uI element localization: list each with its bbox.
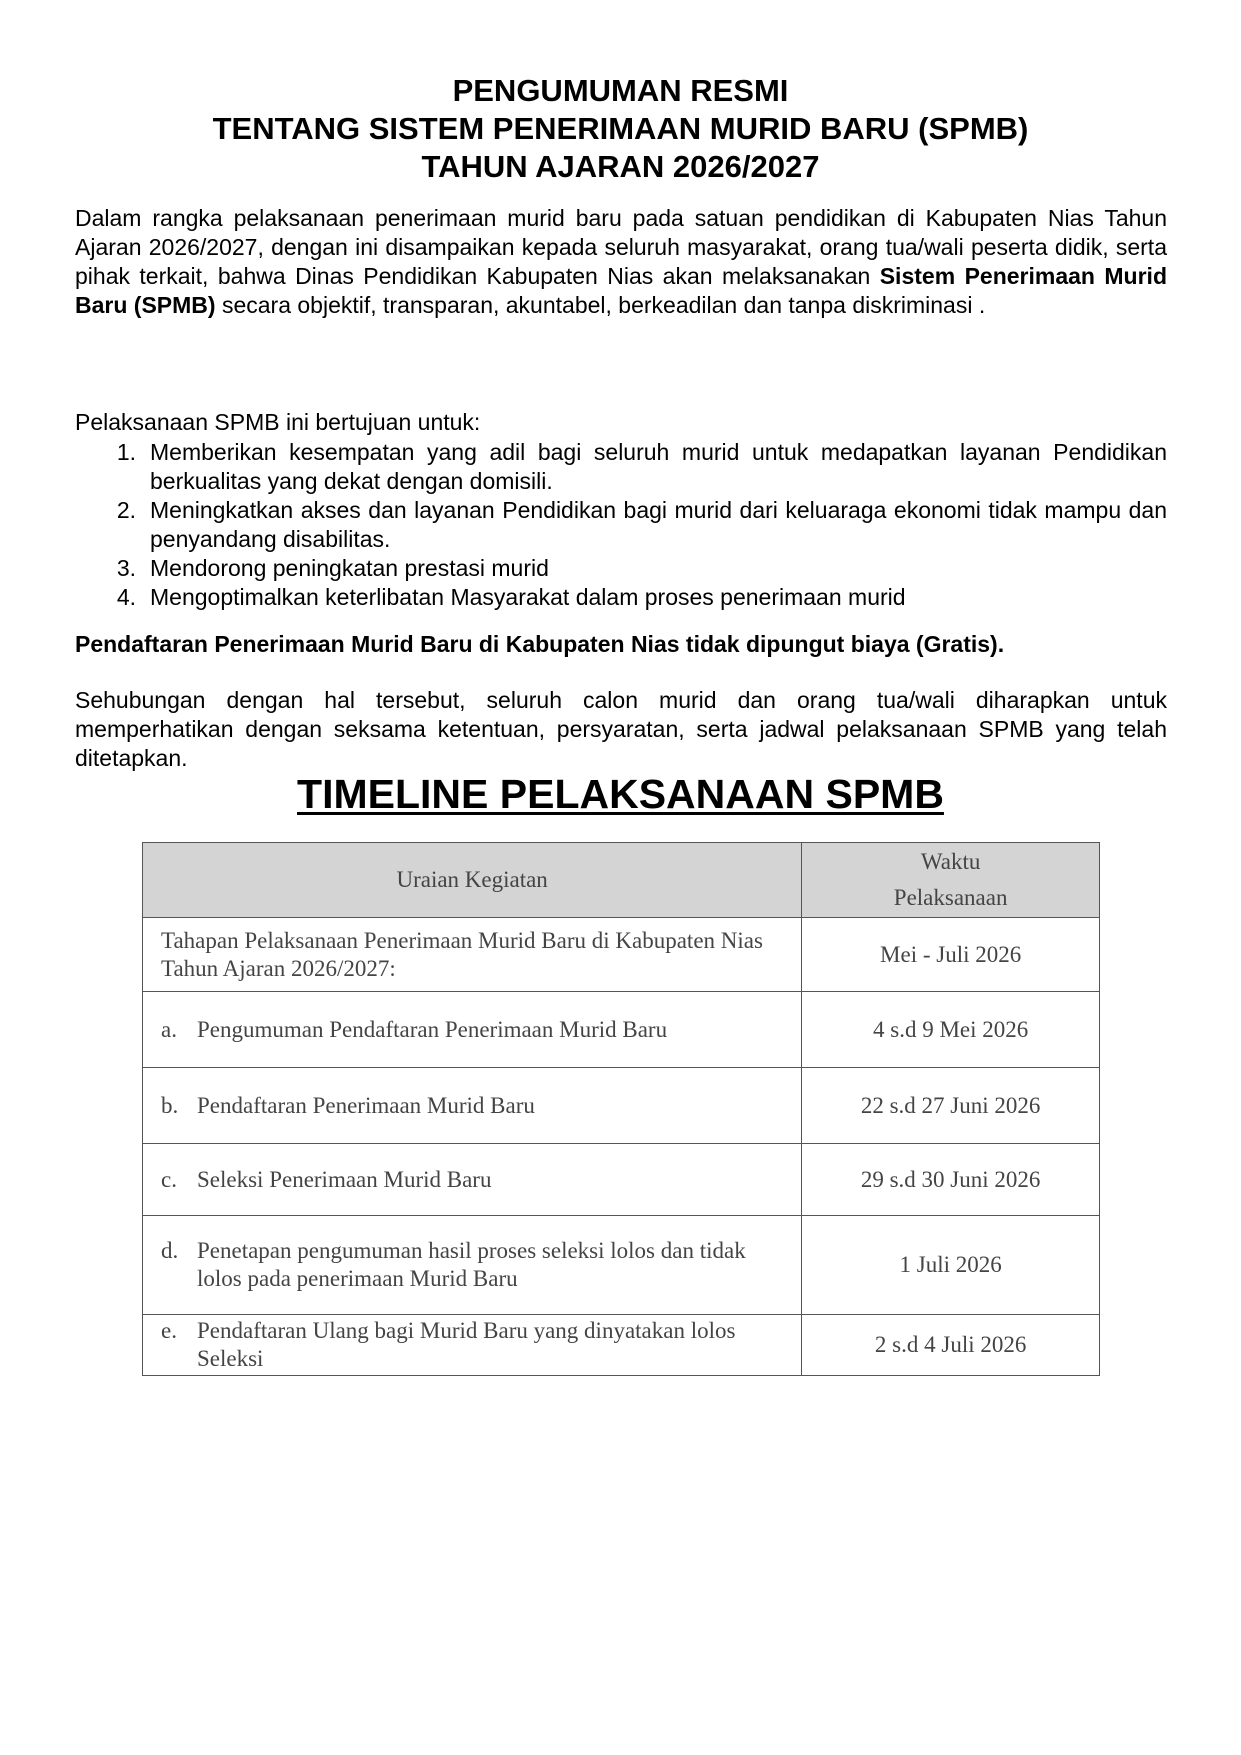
row-time: 1 Juli 2026 [802,1216,1100,1315]
intro-text-2: secara objektif, transparan, akuntabel, berkeadilan dan tanpa diskriminasi . [215,292,986,318]
goal-number: 1. [116,439,136,465]
intro-bold-spmb: Sistem Penerimaan Murid Baru (SPMB) [75,263,1167,318]
row-activity: Pendaftaran Penerimaan Murid Baru [197,1092,535,1118]
intro-row-time: Mei - Juli 2026 [802,918,1100,992]
activity-cell [143,1315,802,1376]
row-letter: b. [161,1092,179,1118]
goal-item [75,496,1167,554]
table-row [143,1068,1100,1144]
row-time: 29 s.d 30 Juni 2026 [802,1144,1100,1216]
goal-item [75,438,1167,496]
goals-lead: Pelaksanaan SPMB ini bertujuan untuk: [75,409,481,435]
free-registration-notice: Pendaftaran Penerimaan Murid Baru di Kabupaten Nias tidak dipungut biaya (Gratis). [75,631,1005,657]
title-line-1: PENGUMUMAN RESMI [452,73,789,108]
activity-cell [143,1068,802,1144]
goals-list [75,438,1167,612]
row-letter: d. [161,1238,179,1263]
row-time: 22 s.d 27 Juni 2026 [802,1068,1100,1144]
row-time: 2 s.d 4 Juli 2026 [802,1315,1100,1376]
table-row [143,1315,1100,1376]
title-line-3: TAHUN AJARAN 2026/2027 [421,149,820,184]
header-activity: Uraian Kegiatan [143,843,802,918]
goal-text: Memberikan kesempatan yang adil bagi seluruh murid untuk medapatkan layanan Pendidikan berkualitas yang dekat dengan domisili. [150,439,1167,494]
goal-item [75,554,1167,583]
goal-item [75,583,1167,612]
row-letter: a. [161,1016,177,1042]
row-activity: Pendaftaran Ulang bagi Murid Baru yang dinyatakan lolos Seleksi [197,1318,736,1371]
timeline-heading: TIMELINE PELAKSANAAN SPMB [297,771,944,817]
row-activity: Seleksi Penerimaan Murid Baru [197,1166,492,1192]
table-row [143,918,1100,992]
goal-text: Mengoptimalkan keterlibatan Masyarakat dalam proses penerimaan murid [150,584,906,610]
goal-text: Meningkatkan akses dan layanan Pendidikan bagi murid dari keluaraga ekonomi tidak mampu dan penyandang disabilitas. [150,497,1167,552]
activity-cell [143,992,802,1068]
header-time [802,843,1100,918]
goal-number: 4. [116,584,136,610]
row-letter: e. [161,1318,177,1343]
timeline-header-row [143,843,1100,918]
table-row [143,1144,1100,1216]
table-row [143,992,1100,1068]
header-time-line-2: Pelaksanaan [893,885,1008,910]
closing-paragraph: Sehubungan dengan hal tersebut, seluruh calon murid dan orang tua/wali diharapkan untuk memperhatikan dengan seksama ketentuan, persyaratan, serta jadwal pelaksanaan SPMB yang telah ditetapkan. [75,687,1167,771]
header-time-line-1: Waktu [920,849,981,874]
timeline-table [142,842,1100,1376]
intro-row-activity: Tahapan Pelaksanaan Penerimaan Murid Baru di Kabupaten Nias Tahun Ajaran 2026/2027: [143,918,802,992]
activity-cell [143,1144,802,1216]
announcement-title [0,72,1241,186]
activity-cell [143,1216,802,1315]
goal-text: Mendorong peningkatan prestasi murid [150,555,549,581]
goal-number: 2. [116,497,136,523]
row-activity: Penetapan pengumuman hasil proses seleksi lolos dan tidak lolos pada penerimaan Murid Baru [197,1238,746,1291]
row-letter: c. [161,1166,177,1192]
row-activity: Pengumuman Pendaftaran Penerimaan Murid Baru [197,1016,668,1042]
row-time: 4 s.d 9 Mei 2026 [802,992,1100,1068]
goal-number: 3. [116,555,136,581]
title-line-2: TENTANG SISTEM PENERIMAAN MURID BARU (SPMB) [212,111,1029,146]
table-row [143,1216,1100,1315]
intro-paragraph [75,204,1167,320]
intro-text-1: Dalam rangka pelaksanaan penerimaan murid baru pada satuan pendidikan di Kabupaten Nias Tahun Ajaran 2026/2027, dengan ini disampaikan kepada seluruh masyarakat, orang tua/wali peserta didik, serta pihak terkait, bahwa Dinas Pendidikan Kabupaten Nias akan melaksanakan [75,205,1167,289]
